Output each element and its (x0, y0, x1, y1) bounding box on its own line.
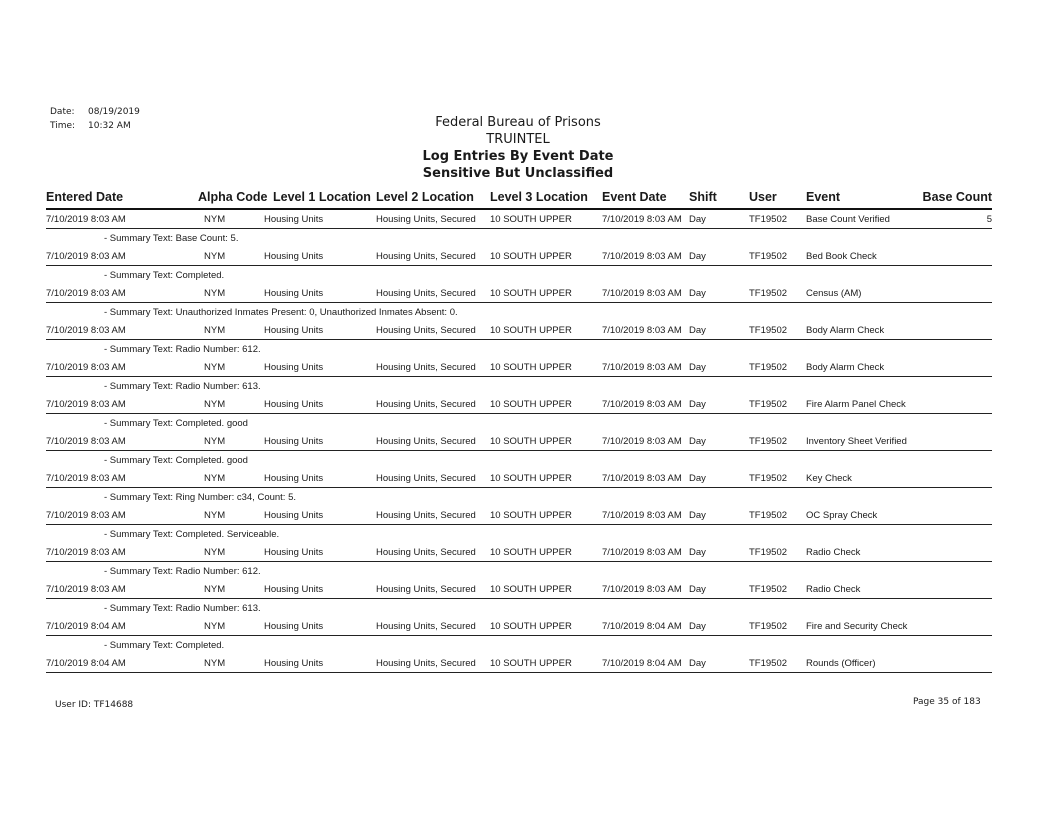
cell-level2-location: Housing Units, Secured (376, 436, 476, 447)
cell-level2-location: Housing Units, Secured (376, 325, 476, 336)
cell-level3-location: 10 SOUTH UPPER (490, 362, 572, 373)
cell-base-count: 5 (986, 214, 992, 225)
cell-level2-location: Housing Units, Secured (376, 547, 476, 558)
row-main-line (46, 358, 992, 377)
cell-event: OC Spray Check (806, 510, 878, 521)
table-row (46, 321, 992, 358)
row-main-line (46, 617, 992, 636)
cell-event-date: 7/10/2019 8:03 AM (602, 399, 682, 410)
cell-level1-location: Housing Units (264, 288, 324, 299)
cell-entered-date: 7/10/2019 8:03 AM (46, 288, 126, 299)
col-alpha-code: Alpha Code (198, 190, 268, 204)
cell-user: TF19502 (749, 658, 788, 669)
cell-event: Inventory Sheet Verified (806, 436, 907, 447)
cell-level2-location: Housing Units, Secured (376, 621, 476, 632)
cell-alpha-code: NYM (204, 510, 226, 521)
cell-event-date: 7/10/2019 8:03 AM (602, 325, 682, 336)
cell-entered-date: 7/10/2019 8:03 AM (46, 214, 126, 225)
cell-user: TF19502 (749, 510, 788, 521)
cell-shift: Day (689, 658, 706, 669)
row-main-line (46, 543, 992, 562)
cell-alpha-code: NYM (204, 547, 226, 558)
cell-alpha-code: NYM (204, 362, 226, 373)
cell-event-date: 7/10/2019 8:03 AM (602, 473, 682, 484)
cell-alpha-code: NYM (204, 399, 226, 410)
cell-entered-date: 7/10/2019 8:03 AM (46, 436, 126, 447)
cell-entered-date: 7/10/2019 8:03 AM (46, 510, 126, 521)
cell-event-date: 7/10/2019 8:03 AM (602, 214, 682, 225)
row-main-line (46, 654, 992, 673)
cell-level2-location: Housing Units, Secured (376, 510, 476, 521)
cell-user: TF19502 (749, 288, 788, 299)
cell-alpha-code: NYM (204, 584, 226, 595)
cell-shift: Day (689, 584, 706, 595)
title-report-name: Log Entries By Event Date (422, 149, 614, 164)
cell-shift: Day (689, 362, 706, 373)
cell-alpha-code: NYM (204, 436, 226, 447)
cell-event-date: 7/10/2019 8:03 AM (602, 547, 682, 558)
cell-level1-location: Housing Units (264, 621, 324, 632)
cell-event-date: 7/10/2019 8:04 AM (602, 621, 682, 632)
cell-level2-location: Housing Units, Secured (376, 399, 476, 410)
cell-alpha-code: NYM (204, 251, 226, 262)
cell-event-date: 7/10/2019 8:03 AM (602, 362, 682, 373)
row-summary-text: - Summary Text: Completed. Serviceable. (104, 529, 280, 540)
footer-user-id: User ID: TF14688 (55, 700, 134, 710)
table-row (46, 506, 992, 543)
cell-shift: Day (689, 399, 706, 410)
row-summary-text: - Summary Text: Unauthorized Inmates Present: 0, Unauthorized Inmates Absent: 0. (104, 307, 458, 318)
col-level2-location: Level 2 Location (376, 190, 474, 204)
col-event-date: Event Date (602, 190, 667, 204)
cell-event: Key Check (806, 473, 852, 484)
cell-event: Rounds (Officer) (806, 658, 876, 669)
cell-shift: Day (689, 436, 706, 447)
cell-shift: Day (689, 325, 706, 336)
col-event: Event (806, 190, 841, 204)
table-row (46, 654, 992, 691)
cell-level3-location: 10 SOUTH UPPER (490, 547, 572, 558)
col-level3-location: Level 3 Location (490, 190, 588, 204)
title-system: TRUINTEL (486, 132, 550, 147)
table-row (46, 395, 992, 432)
cell-level1-location: Housing Units (264, 251, 324, 262)
cell-alpha-code: NYM (204, 214, 226, 225)
cell-event: Fire and Security Check (806, 621, 908, 632)
date-label: Date: (50, 107, 75, 117)
cell-entered-date: 7/10/2019 8:03 AM (46, 325, 126, 336)
row-summary-text: - Summary Text: Completed. (104, 640, 225, 651)
report-title (0, 114, 1036, 182)
table-row (46, 432, 992, 469)
row-main-line (46, 247, 992, 266)
table-row (46, 247, 992, 284)
cell-shift: Day (689, 510, 706, 521)
row-main-line (46, 321, 992, 340)
cell-shift: Day (689, 473, 706, 484)
table-row (46, 210, 992, 247)
cell-level2-location: Housing Units, Secured (376, 473, 476, 484)
cell-shift: Day (689, 288, 706, 299)
cell-level2-location: Housing Units, Secured (376, 251, 476, 262)
row-summary-text: - Summary Text: Completed. (104, 270, 225, 281)
cell-level3-location: 10 SOUTH UPPER (490, 436, 572, 447)
cell-level1-location: Housing Units (264, 658, 324, 669)
cell-entered-date: 7/10/2019 8:03 AM (46, 547, 126, 558)
cell-level2-location: Housing Units, Secured (376, 214, 476, 225)
cell-alpha-code: NYM (204, 325, 226, 336)
cell-event: Fire Alarm Panel Check (806, 399, 906, 410)
cell-event-date: 7/10/2019 8:03 AM (602, 436, 682, 447)
row-summary-text: - Summary Text: Ring Number: c34, Count: 5. (104, 492, 297, 503)
cell-user: TF19502 (749, 473, 788, 484)
col-user: User (749, 190, 777, 204)
cell-level3-location: 10 SOUTH UPPER (490, 288, 572, 299)
col-base-count: Base Count (922, 190, 992, 204)
row-summary-text: - Summary Text: Radio Number: 613. (104, 381, 261, 392)
cell-entered-date: 7/10/2019 8:03 AM (46, 362, 126, 373)
cell-entered-date: 7/10/2019 8:03 AM (46, 584, 126, 595)
cell-entered-date: 7/10/2019 8:03 AM (46, 473, 126, 484)
table-row (46, 617, 992, 654)
cell-shift: Day (689, 214, 706, 225)
cell-event-date: 7/10/2019 8:04 AM (602, 658, 682, 669)
cell-shift: Day (689, 621, 706, 632)
cell-level1-location: Housing Units (264, 214, 324, 225)
title-agency: Federal Bureau of Prisons (435, 115, 601, 130)
col-shift: Shift (689, 190, 717, 204)
cell-entered-date: 7/10/2019 8:04 AM (46, 658, 126, 669)
col-level1-location: Level 1 Location (273, 190, 371, 204)
row-main-line (46, 432, 992, 451)
cell-alpha-code: NYM (204, 658, 226, 669)
cell-shift: Day (689, 251, 706, 262)
row-summary-text: - Summary Text: Radio Number: 612. (104, 566, 261, 577)
cell-level1-location: Housing Units (264, 362, 324, 373)
cell-user: TF19502 (749, 251, 788, 262)
cell-level1-location: Housing Units (264, 584, 324, 595)
cell-level3-location: 10 SOUTH UPPER (490, 251, 572, 262)
cell-user: TF19502 (749, 584, 788, 595)
table-row (46, 358, 992, 395)
cell-event: Body Alarm Check (806, 362, 885, 373)
cell-level1-location: Housing Units (264, 399, 324, 410)
time-value: 10:32 AM (88, 121, 131, 131)
date-value: 08/19/2019 (88, 107, 140, 117)
cell-level3-location: 10 SOUTH UPPER (490, 325, 572, 336)
cell-level3-location: 10 SOUTH UPPER (490, 473, 572, 484)
footer-page-number: Page 35 of 183 (913, 697, 981, 707)
row-summary-text: - Summary Text: Radio Number: 612. (104, 344, 261, 355)
cell-level2-location: Housing Units, Secured (376, 362, 476, 373)
cell-entered-date: 7/10/2019 8:03 AM (46, 399, 126, 410)
row-main-line (46, 580, 992, 599)
row-summary-text: - Summary Text: Completed. good (104, 455, 248, 466)
cell-user: TF19502 (749, 362, 788, 373)
row-main-line (46, 210, 992, 229)
row-main-line (46, 469, 992, 488)
col-entered-date: Entered Date (46, 190, 124, 204)
row-main-line (46, 506, 992, 525)
title-classification: Sensitive But Unclassified (422, 166, 614, 181)
cell-event: Base Count Verified (806, 214, 890, 225)
row-summary-text: - Summary Text: Radio Number: 613. (104, 603, 261, 614)
cell-level3-location: 10 SOUTH UPPER (490, 584, 572, 595)
table-row (46, 469, 992, 506)
cell-event: Radio Check (806, 547, 861, 558)
cell-entered-date: 7/10/2019 8:04 AM (46, 621, 126, 632)
row-main-line (46, 284, 992, 303)
cell-event-date: 7/10/2019 8:03 AM (602, 251, 682, 262)
cell-event-date: 7/10/2019 8:03 AM (602, 510, 682, 521)
row-summary-text: - Summary Text: Completed. good (104, 418, 248, 429)
table-row (46, 580, 992, 617)
cell-event: Radio Check (806, 584, 861, 595)
row-main-line (46, 395, 992, 414)
cell-level2-location: Housing Units, Secured (376, 288, 476, 299)
cell-level2-location: Housing Units, Secured (376, 584, 476, 595)
table-body (46, 210, 992, 691)
cell-entered-date: 7/10/2019 8:03 AM (46, 251, 126, 262)
cell-level3-location: 10 SOUTH UPPER (490, 510, 572, 521)
log-entries-table (46, 188, 992, 691)
cell-user: TF19502 (749, 214, 788, 225)
cell-level1-location: Housing Units (264, 473, 324, 484)
cell-level3-location: 10 SOUTH UPPER (490, 214, 572, 225)
table-row (46, 543, 992, 580)
cell-level1-location: Housing Units (264, 547, 324, 558)
cell-user: TF19502 (749, 399, 788, 410)
cell-user: TF19502 (749, 621, 788, 632)
cell-user: TF19502 (749, 325, 788, 336)
cell-level3-location: 10 SOUTH UPPER (490, 399, 572, 410)
cell-level3-location: 10 SOUTH UPPER (490, 658, 572, 669)
cell-user: TF19502 (749, 436, 788, 447)
cell-level2-location: Housing Units, Secured (376, 658, 476, 669)
cell-shift: Day (689, 547, 706, 558)
cell-event-date: 7/10/2019 8:03 AM (602, 584, 682, 595)
time-label: Time: (50, 121, 76, 131)
cell-alpha-code: NYM (204, 288, 226, 299)
table-header (46, 188, 992, 210)
cell-alpha-code: NYM (204, 473, 226, 484)
table-row (46, 284, 992, 321)
cell-event: Bed Book Check (806, 251, 877, 262)
cell-event: Census (AM) (806, 288, 862, 299)
row-summary-text: - Summary Text: Base Count: 5. (104, 233, 239, 244)
cell-alpha-code: NYM (204, 621, 226, 632)
cell-level1-location: Housing Units (264, 325, 324, 336)
cell-level3-location: 10 SOUTH UPPER (490, 621, 572, 632)
cell-event: Body Alarm Check (806, 325, 885, 336)
cell-event-date: 7/10/2019 8:03 AM (602, 288, 682, 299)
cell-level1-location: Housing Units (264, 436, 324, 447)
cell-user: TF19502 (749, 547, 788, 558)
cell-level1-location: Housing Units (264, 510, 324, 521)
